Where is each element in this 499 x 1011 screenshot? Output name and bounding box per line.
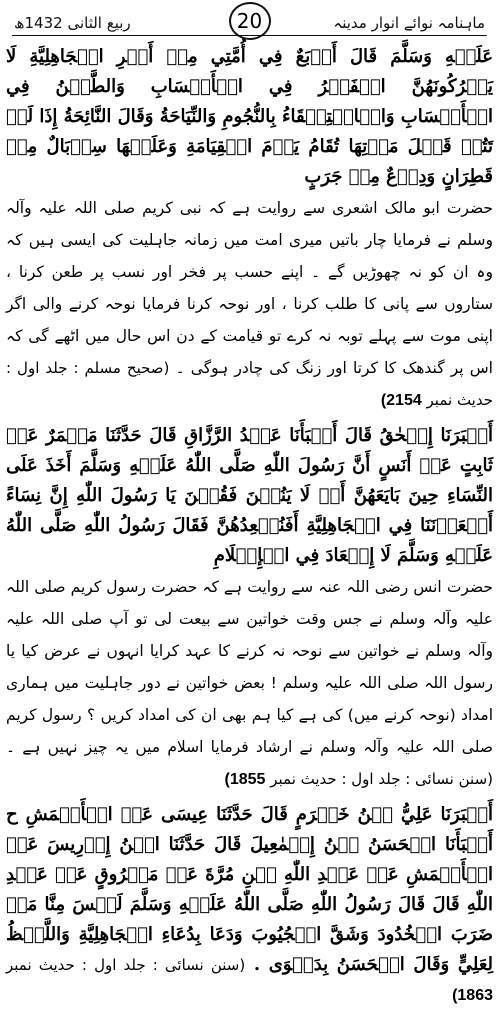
hadith1-urdu-text: حضرت ابو مالک اشعری سے روایت ہے کہ نبی کریم صلی اللہ علیہ وآلہ وسلم نے فرمایا چار باتیں میری امت میں زمانہ جاہلیت کی ایسی ہیں کہ وہ ان کو نہ چھوڑیں گے ۔ اپنے حسب پر فخر اور نسب پر طعن کرنا ، ستاروں سے پانی کا طلب کرنا ، اور نوحہ کرنا فرمایا نوحہ کرنے والی اگر اپنی موت سے پہلے توبہ نہ کرے تو قیامت کے دن اس حال میں اٹھے گی کہ اس پر گندھک کا کرتا اور زنگ کی چادر ہوگی ۔ xyxy=(6,199,493,377)
hadith1-urdu xyxy=(6,192,493,417)
hadith3-arabic xyxy=(6,800,493,1011)
hadith3-ref-label: (سنن نسائی : جلد اول : حدیث نمبر xyxy=(6,956,246,974)
hadith2-arabic: أَخۡبَرَنَا إِسۡحٰقُ قَالَ أَنۡبَأَنَا عَبۡدُ الرَّزَّاقِ قَالَ حَدَّثَنَا مَعۡمَرٌ عَنۡ ثَابِتٍ عَنۡ أَنَسٍ أَنَّ رَسُولَ اللّٰهِ صَلَّى اللّٰهُ عَلَيۡهِ وَسَلَّمَ أَخَذَ عَلَى النِّسَاءِ حِينَ بَايَعَهُنَّ أَنۡ لَا يَنُحۡنَ فَقُلۡنَ يَا رَسُولَ اللّٰهِ إِنَّ نِسَاءً أَسۡعَدۡنَنَا فِي الۡجَاهِلِيَّةِ أَفَنُسۡعِدُهُنَّ فَقَالَ رَسُولُ اللّٰهِ صَلَّى اللّٰهُ عَلَيۡهِ وَسَلَّمَ لَا إِسۡعَادَ فِي الۡإِسۡلَامِ xyxy=(6,425,493,566)
article-body xyxy=(6,42,493,1011)
magazine-title: ماہنامہ نوائے انوار مدینہ xyxy=(333,14,485,32)
hadith1-ref-number: 2154) xyxy=(380,392,422,409)
hadith2-reference xyxy=(225,770,493,788)
hadith2-urdu xyxy=(6,571,493,796)
hadith3-arabic-text: أَخۡبَرَنَا عَلِيُّ بۡنُ خَشۡرَمٍ قَالَ حَدَّثَنَا عِيسَى عَنۡ الۡأَعۡمَشِ ح أَنۡبَأَنَا الۡحَسَنُ بۡنُ إِسۡمٰعِيلَ قَالَ حَدَّثَنَا ابۡنُ إِدۡرِيسَ عَنۡ الۡأَعۡمَشِ عَنۡ عَبۡدِ اللّٰهِ بۡنِ مُرَّةَ عَنۡ مَسۡرُوقٍ عَنۡ عَبۡدِ اللّٰهِ قَالَ قَالَ رَسُولُ اللّٰهِ صَلَّى اللّٰهُ عَلَيۡهِ وَسَلَّمَ لَيۡسَ مِنَّا مَنۡ ضَرَبَ الۡخُدُودَ وَشَقَّ الۡجُيُوبَ وَدَعَا بِدُعَاءِ الۡجَاهِلِيَّةِ وَاللَّفۡظُ لِعَلِيٍّ وَقَالَ الۡحَسَنُ بِدَعۡوَى . xyxy=(6,804,493,975)
page-header xyxy=(6,0,493,42)
page-number: 20 xyxy=(229,2,271,40)
issue-date: ربیع الثانی 1432ھ xyxy=(14,14,131,32)
hadith3-ref-number: 1863) xyxy=(452,987,493,1004)
hadith1-ref-label: (صحیح مسلم : جلد اول : حدیث نمبر xyxy=(6,359,493,409)
hadith2-ref-label: (سنن نسائی : جلد اول : حدیث نمبر xyxy=(270,770,493,788)
hadith2-urdu-text: حضرت انس رضی اللہ عنہ سے روایت ہے کہ حضرت رسول کریم صلی اللہ علیہ وآلہ وسلم نے جس وقت خواتین سے بیعت لی تو آپ صلی اللہ علیہ وآلہ وسلم نے خواتین سے نوحہ نہ کرنے کا عہد کرایا انہوں نے عرض کیا یا رسول اللہ صلی اللہ علیہ وسلم ! بعض خواتین نے دور جاہلیت میں ہماری امداد (نوحہ کرنے میں) کی ہے کیا ہم بھی ان کی امداد کریں ؟ رسول کریم صلی اللہ علیہ وآلہ وسلم نے ارشاد فرمایا اسلام میں یہ چیز نہیں ہے ۔ xyxy=(6,578,493,756)
hadith2-ref-number: 1855) xyxy=(224,771,266,788)
hadith1-arabic: عَلَيۡهِ وَسَلَّمَ قَالَ أَرۡبَعٌ فِي أُمَّتِي مِنۡ أَمۡرِ الۡجَاهِلِيَّةِ لَا يَتۡرُكُونَهُنَّ الۡفَخۡرُ فِي الۡأَحۡسَابِ وَالطَّعۡنُ فِي الۡأَنۡسَابِ وَالۡاسۡتِسۡقَاءُ بِالنُّجُومِ وَالنِّيَاحَةُ وَقَالَ النَّائِحَةُ إِذَا لَمۡ تَتُبۡ قَبۡلَ مَوۡتِهَا تُقَامُ يَوۡمَ الۡقِيَامَةِ وَعَلَيۡهَا سِرۡبَالٌ مِنۡ قَطِرَانٍ وَدِرۡعٌ مِنۡ جَرَبٍ xyxy=(6,46,493,187)
header-rule xyxy=(12,35,487,36)
